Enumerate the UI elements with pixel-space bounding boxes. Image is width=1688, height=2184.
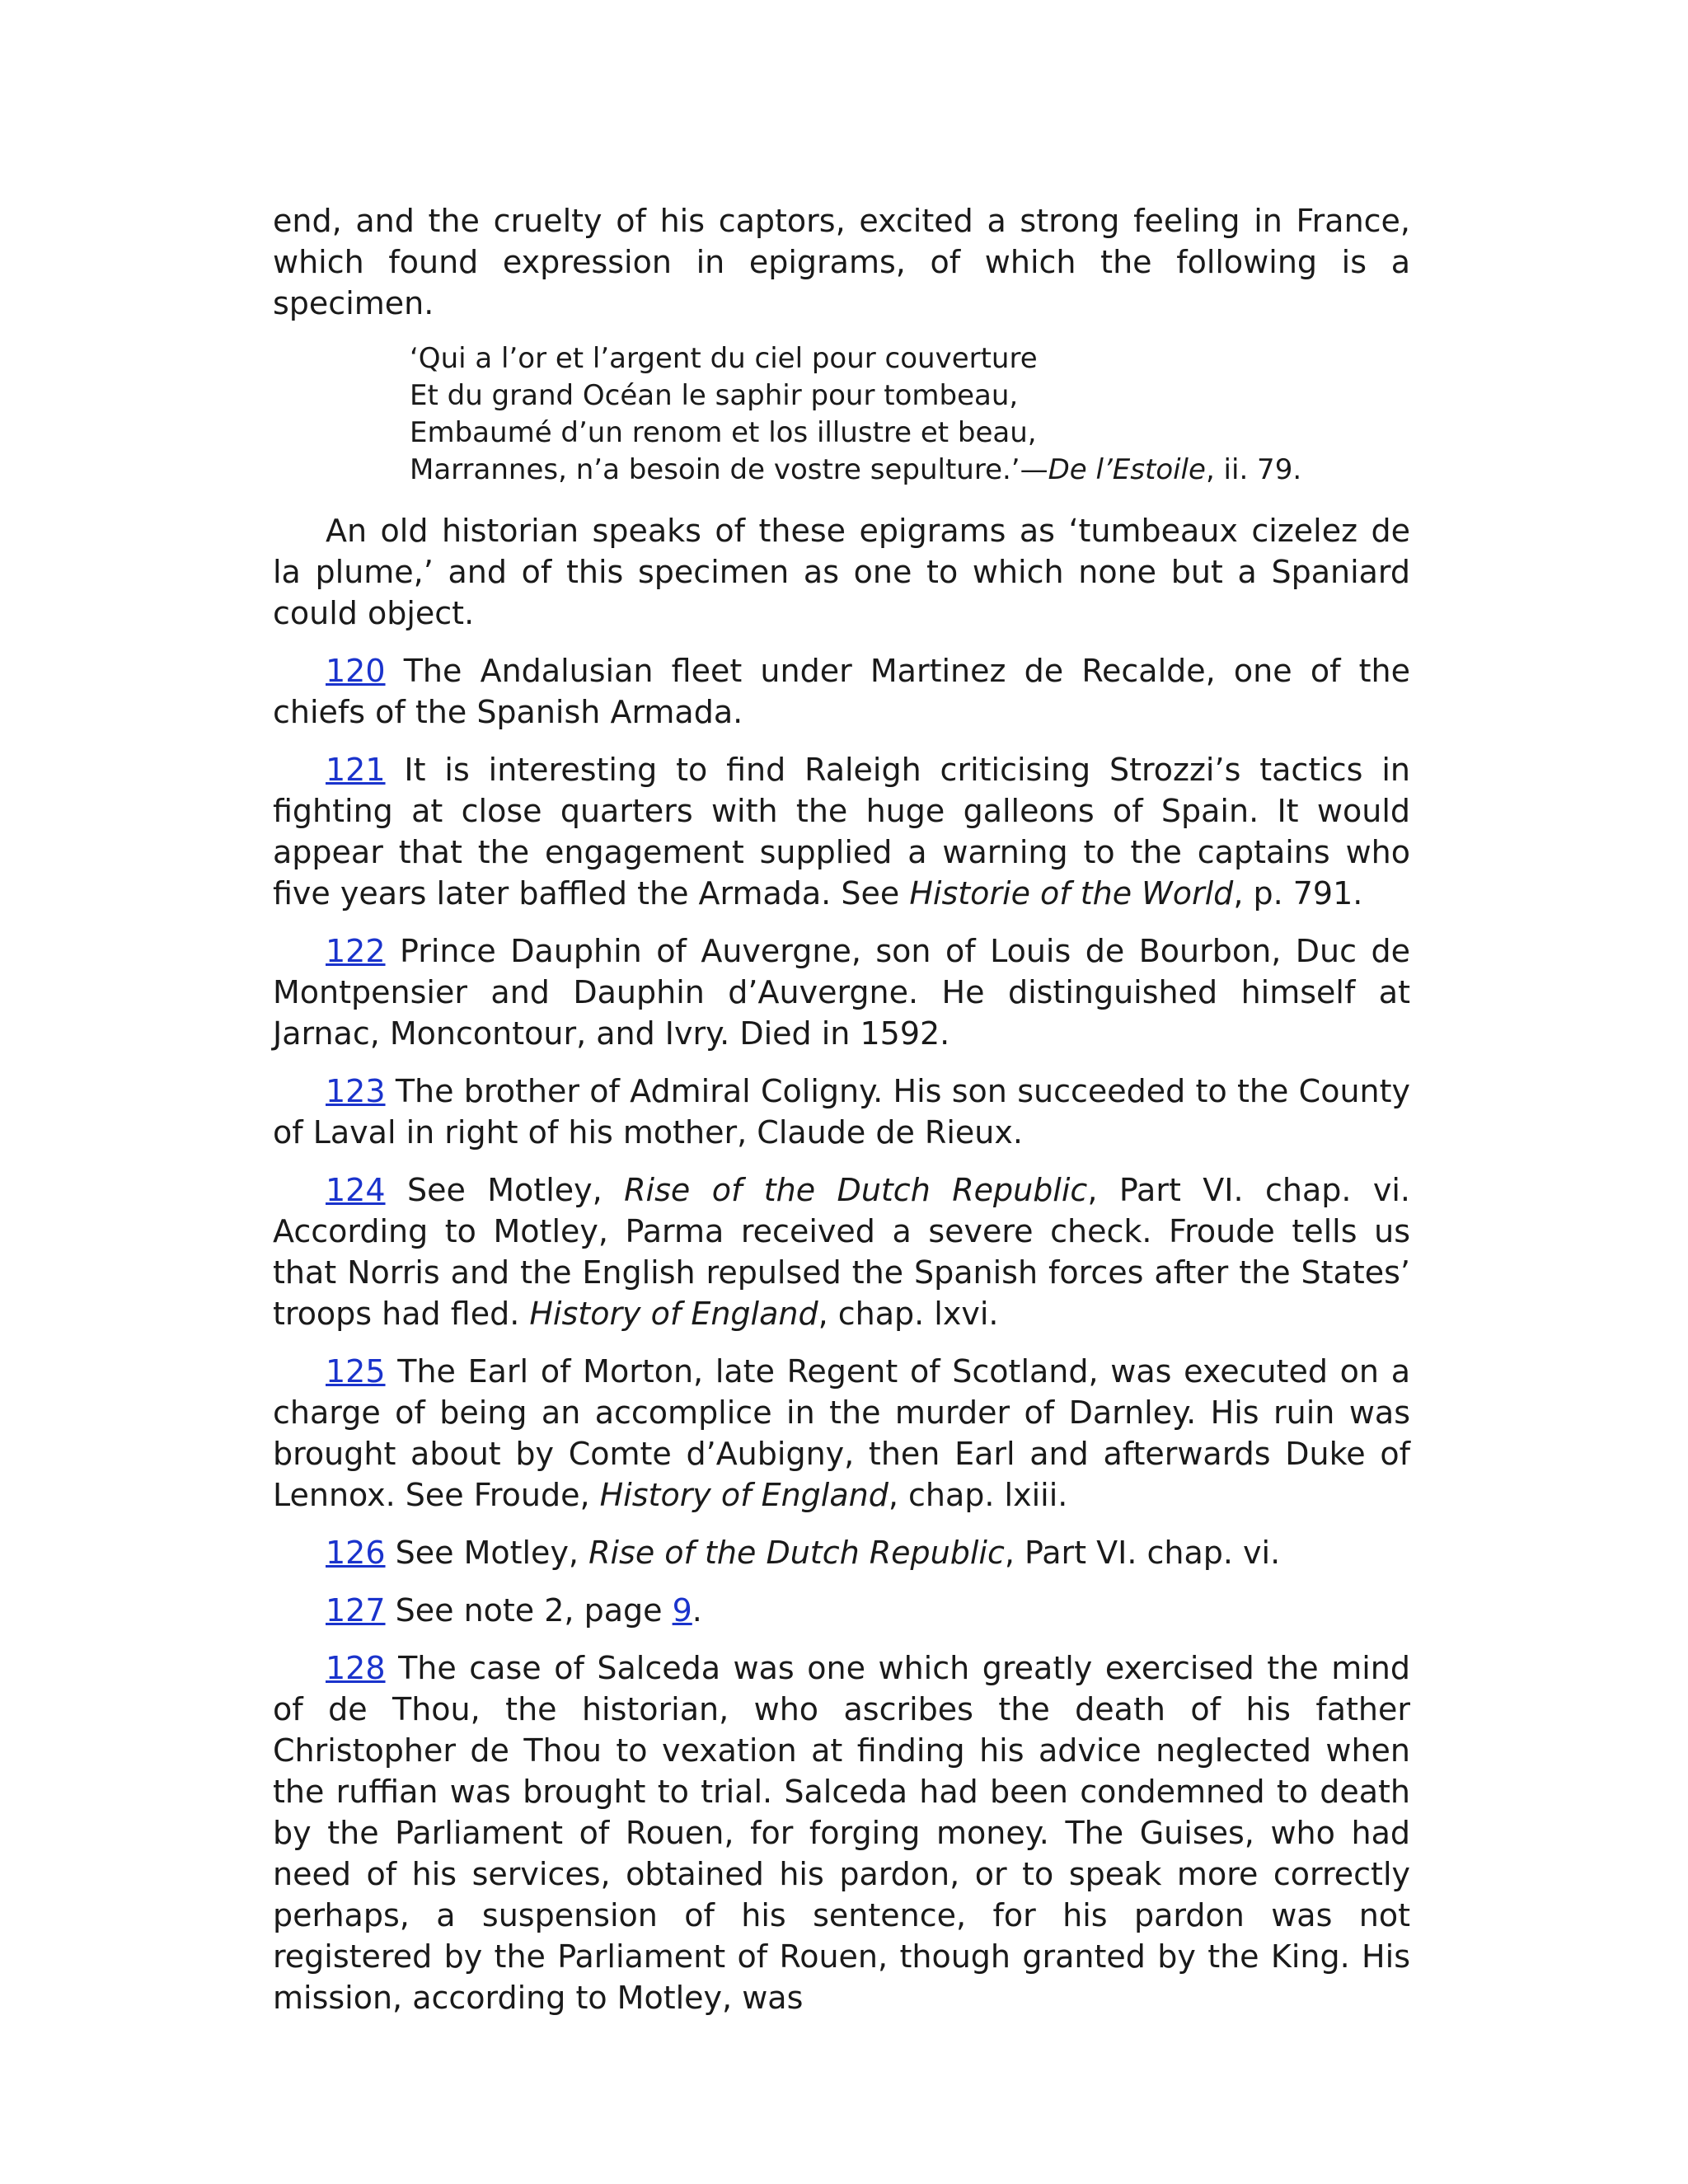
footnote-italic-title: History of England [599,1477,889,1513]
footnote-number-link[interactable]: 128 [326,1650,386,1686]
footnote-number-link[interactable]: 123 [326,1073,386,1109]
footnote-text: , chap. lxvi. [818,1296,999,1332]
footnote-text: The brother of Admiral Coligny. His son succeeded to the County of Laval in right of his mother, Claude de Rieux. [273,1073,1410,1151]
verse-line-4-text: Marrannes, n’a besoin de vostre sepulture.’— [410,453,1048,486]
page-reference-link[interactable]: 9 [672,1592,692,1629]
footnote-122 [273,930,1410,1054]
footnote-italic-title: Rise of the Dutch Republic [624,1172,1088,1208]
footnote-text: See Motley, [385,1172,625,1208]
footnote-text: See Motley, [385,1535,589,1571]
verse-source-reference: , ii. 79. [1205,453,1302,486]
footnote-text: , Part VI. chap. vi. [1004,1535,1281,1571]
footnote-text: , chap. lxiii. [888,1477,1068,1513]
epigram-verse [410,340,1410,489]
footnote-text: The case of Salceda was one which greatly exercised the mind of de Thou, the historian, who ascribes the death of his father Christopher de Thou to vexation at finding his advice neglected when the ruffian was brought to trial. Salceda had been condemned to death by the Parliament of Rouen, for forging money. The Guises, who had need of his services, obtained his pardon, or to speak more correctly perhaps, a suspension of his sentence, for his pardon was not registered by the Parliament of Rouen, though granted by the King. His mission, according to Motley, was [273,1650,1410,2016]
footnote-128 [273,1647,1410,2018]
verse-line-4 [410,452,1410,489]
verse-line-1: ‘Qui a l’or et l’argent du ciel pour couverture [410,342,1038,375]
footnote-number-link[interactable]: 120 [326,653,386,689]
footnote-number-link[interactable]: 126 [326,1535,386,1571]
footnote-124 [273,1169,1410,1334]
intro-paragraph: end, and the cruelty of his captors, excited a strong feeling in France, which found expression in epigrams, of which the following is a specimen. [273,203,1410,321]
footnote-text: The Andalusian fleet under Martinez de Recalde, one of the chiefs of the Spanish Armada. [273,653,1410,730]
footnote-text: . [692,1592,702,1629]
footnote-127 [273,1590,1410,1631]
footnotes-list [273,650,1410,2018]
verse-source-title: De l’Estoile [1048,453,1206,486]
footnote-text: See note 2, page [385,1592,673,1629]
verse-line-2: Et du grand Océan le saphir pour tombeau, [410,379,1019,412]
document-page [273,200,1410,2035]
footnote-120 [273,650,1410,733]
footnote-italic-title: History of England [529,1296,818,1332]
historian-paragraph: An old historian speaks of these epigrams as ‘tumbeaux cizelez de la plume,’ and of this specimen as one to which none but a Spaniard could object. [273,513,1410,631]
footnote-number-link[interactable]: 121 [326,752,386,788]
footnote-number-link[interactable]: 122 [326,933,386,969]
footnote-123 [273,1071,1410,1153]
footnote-text: , p. 791. [1233,875,1363,912]
footnote-number-link[interactable]: 124 [326,1172,386,1208]
footnote-126 [273,1532,1410,1573]
footnote-italic-title: Rise of the Dutch Republic [588,1535,1005,1571]
footnote-121 [273,749,1410,914]
verse-line-3: Embaumé d’un renom et los illustre et beau, [410,416,1037,449]
footnote-text: It is interesting to find Raleigh criticising Strozzi’s tactics in fighting at close quarters with the huge galleons of Spain. It would appear that the engagement supplied a warning to the captains who five years later baffled the Armada. See [273,752,1410,912]
footnote-number-link[interactable]: 127 [326,1592,386,1629]
footnote-text: The Earl of Morton, late Regent of Scotland, was executed on a charge of being an accomplice in the murder of Darnley. His ruin was brought about by Comte d’Aubigny, then Earl and afterwards Duke of Lennox. See Froude, [273,1353,1410,1513]
footnote-number-link[interactable]: 125 [326,1353,386,1390]
footnote-italic-title: Historie of the World [909,875,1234,912]
footnote-text: , Part VI. chap. vi. According to Motley, Parma received a severe check. Froude tells us that Norris and the English repulsed the Spanish forces after the States’ troops had fled. [273,1172,1411,1332]
footnote-125 [273,1351,1410,1516]
footnote-text: Prince Dauphin of Auvergne, son of Louis de Bourbon, Duc de Montpensier and Dauphin d’Auvergne. He distinguished himself at Jarnac, Moncontour, and Ivry. Died in 1592. [273,933,1410,1052]
